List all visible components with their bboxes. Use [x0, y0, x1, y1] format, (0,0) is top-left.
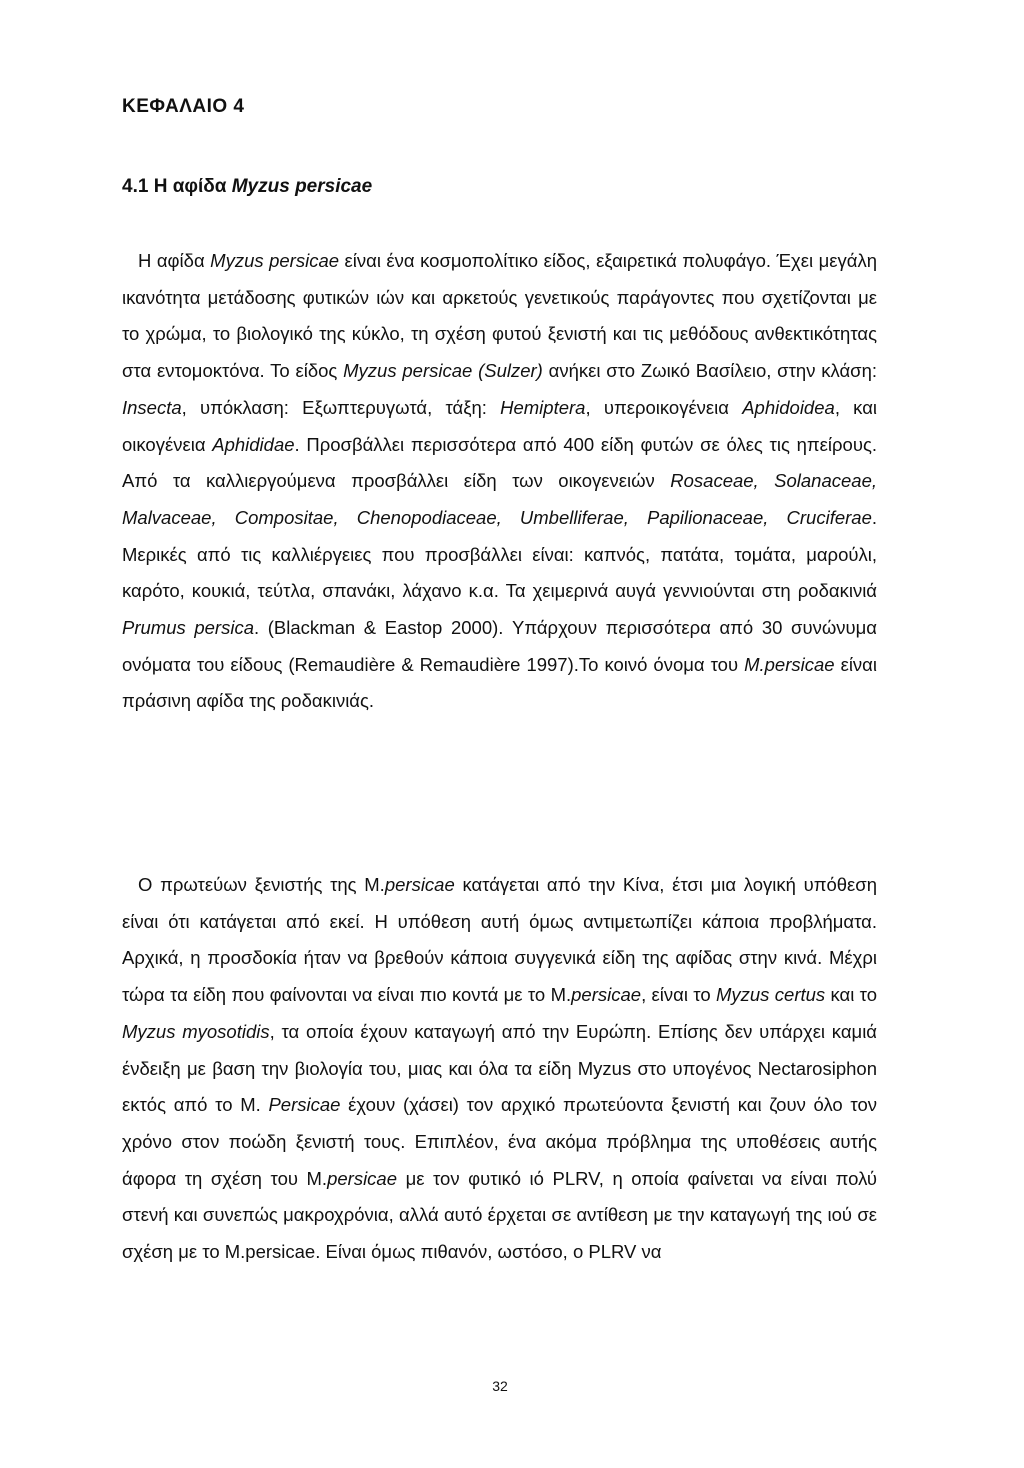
p1-text-9: . (Blackman & Eastop 2000). Υπάρχουν περισσότερα από 30 συνώνυμα ονόματα του είδους (Remaudière & Remaudière 1997).Το κοινό όνομα του — [122, 617, 877, 675]
p1-text-6: , και οικογένεια — [122, 396, 877, 455]
p2-text-1: Ο πρωτεύων ξενιστής της M. — [138, 874, 385, 895]
p2-text-3: , είναι το — [641, 984, 716, 1006]
p1-text-1: Η αφίδα — [138, 250, 211, 271]
p1-class-name: Insecta — [122, 396, 182, 418]
p2-myzus-certus: Myzus certus — [715, 984, 826, 1006]
chapter-heading: ΚΕΦΑΛΑΙΟ 4 — [122, 96, 245, 117]
p1-text-10: είναι πράσινη αφίδα της ροδακινιάς. — [122, 653, 877, 712]
p2-text-5: , τα οποία έχουν καταγωγή από την Ευρώπη. Επίσης δεν υπάρχει καμιά ένδειξη με βαση την βιολογία του, μιας και όλα τα είδη Myzus στο υπογένος Nectarosiphon εκτός από το M. — [122, 1020, 877, 1116]
p2-species-2: persicae — [571, 984, 642, 1006]
paragraph-1 — [122, 243, 877, 720]
p2-persicae-cap: Persicae — [268, 1094, 341, 1116]
p1-host-species: Prumus persica — [122, 617, 254, 639]
p2-text-7: με τον φυτικό ιό PLRV, η οποία φαίνεται να είναι πολύ στενή και συνεπώς μακροχρόνια, αλλά αυτό έρχεται σε αντίθεση με την καταγωγή της ιού σε σχέση με το M.persicae. Είναι όμως πιθανόν, ωστόσο, ο PLRV να — [122, 1167, 877, 1263]
paragraph-2 — [122, 867, 877, 1271]
p1-host-families: Rosaceae, Solanaceae, Malvaceae, Compositae, Chenopodiaceae, Umbelliferae, Papilionaceae, Cruciferae — [122, 470, 877, 528]
p1-species-authority: Myzus persicae (Sulzer) — [343, 360, 543, 382]
p1-order-name: Hemiptera — [500, 396, 586, 418]
p2-text-2: κατάγεται από την Κίνα, έτσι μια λογική υπόθεση είναι ότι κατάγεται από εκεί. Η υπόθεση αυτή όμως αντιμετωπίζει κάποια προβλήματα. Αρχικά, η προσδοκία ήταν να βρεθούν κάποια συγγενικά είδη της αφίδας στην κινά. Μέχρι τώρα τα είδη που φαίνονται να είναι πιο κοντά με το M. — [122, 874, 877, 1006]
p1-text-4: , υπόκλαση: Εξωπτερυγωτά, τάξη: — [181, 396, 501, 418]
section-heading-prefix: 4.1 Η αφίδα — [122, 176, 232, 197]
p2-myzus-myosotidis: Myzus myosotidis — [122, 1020, 270, 1042]
p1-family-name: Aphididae — [212, 433, 295, 455]
p1-text-7: . Προσβάλλει περισσότερα από 400 είδη φυτών σε όλες τις ηπείρους. Από τα καλλιεργούμενα προσβάλλει είδη των οικογενειών — [122, 433, 878, 492]
p1-species-name: Myzus persicae — [210, 250, 340, 271]
p1-superfamily-name: Aphidoidea — [742, 396, 835, 418]
p1-text-8: . Μερικές από τις καλλιέργειες που προσβάλλει είναι: καπνός, πατάτα, τομάτα, μαρούλι, καρότο, κουκιά, τεύτλα, σπανάκι, λάχανο κ.α. Τα χειμερινά αυγά γεννιούνται στη ροδακινιά — [122, 506, 877, 602]
p1-text-5: , υπεροικογένεια — [585, 396, 743, 418]
section-heading — [122, 176, 372, 198]
section-heading-species: Myzus persicae — [231, 176, 373, 197]
p2-text-6: έχουν (χάσει) τον αρχικό πρωτεύοντα ξενιστή και ζουν όλο τον χρόνο στον ποώδη ξενιστή τους. Επιπλέον, ένα ακόμα πρόβλημα της υποθέσεις αυτής άφορα τη σχέση του M. — [122, 1094, 878, 1189]
p1-text-3: ανήκει στο Ζωικό Βασίλειο, στην κλάση: — [542, 360, 878, 382]
p2-species-1: persicae — [384, 874, 455, 895]
p1-abbrev-species: M.persicae — [744, 653, 835, 675]
p2-text-4: και το — [825, 984, 878, 1006]
page-number: 32 — [492, 1378, 508, 1394]
p2-species-3: persicae — [327, 1167, 398, 1189]
p1-text-2: είναι ένα κοσμοπολίτικο είδος, εξαιρετικά πολυφάγο. Έχει μεγάλη ικανότητα μετάδοσης φυτικών ιών και αρκετούς γενετικούς παράγοντες που σχετίζονται με το χρώμα, το βιολογικό της κύκλο, τη σχέση φυτού ξενιστή και τις μεθόδους ανθεκτικότητας στα εντομοκτόνα. Το είδος — [122, 250, 878, 382]
